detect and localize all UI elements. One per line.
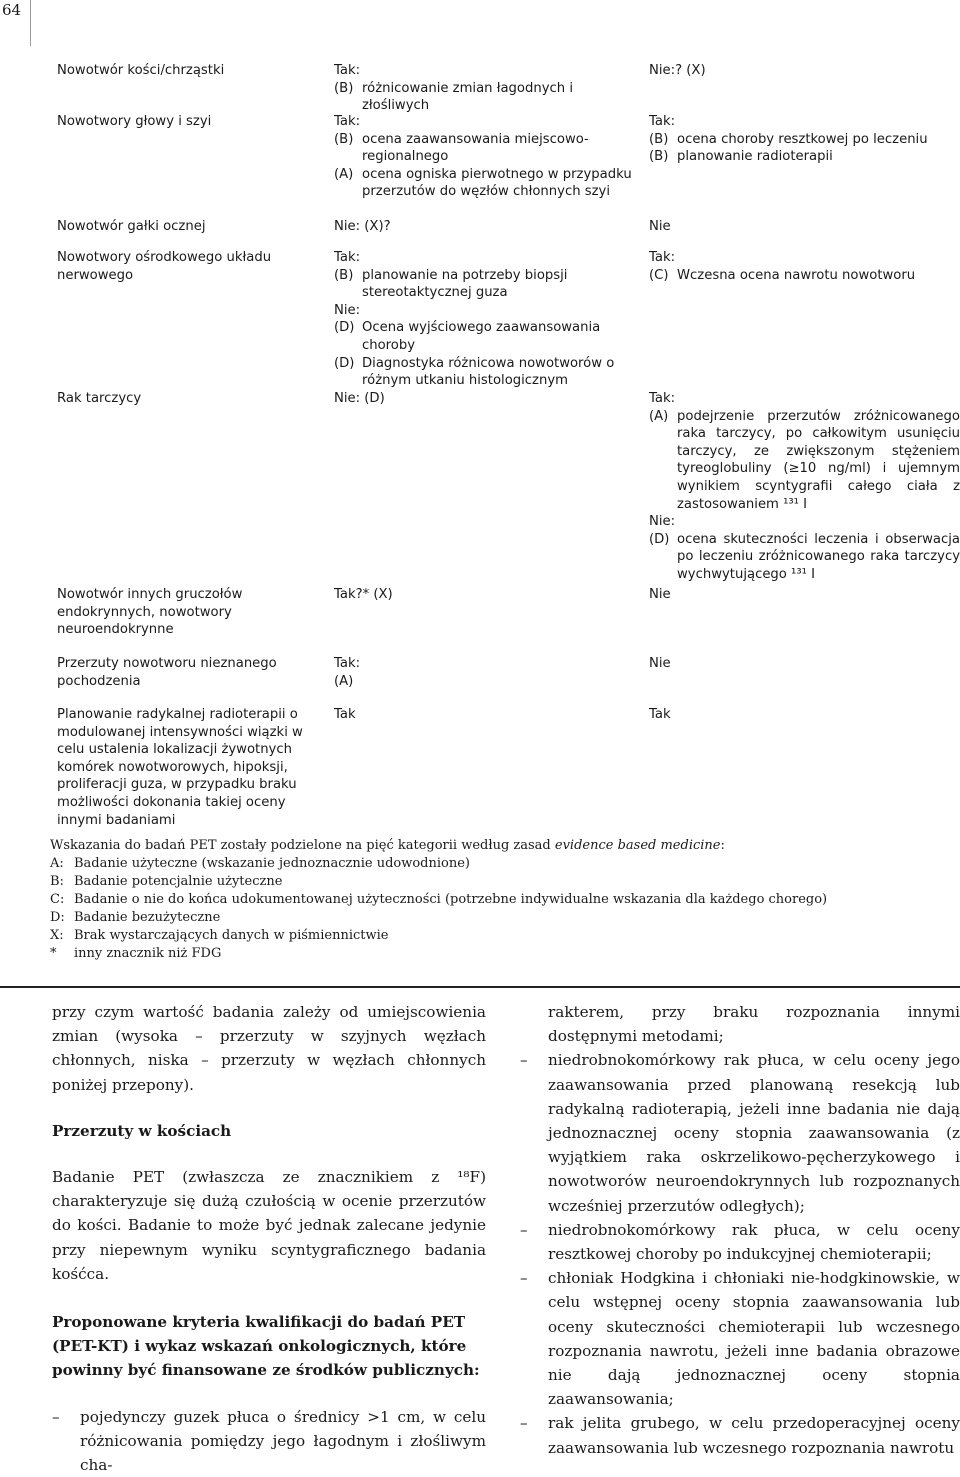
evidence-code: (B) — [334, 80, 354, 96]
cell-entry — [334, 131, 639, 166]
list-item — [520, 1266, 960, 1411]
baseline-assessment-cell — [334, 62, 639, 115]
list-text: rak jelita grubego, w celu przedoperacyjnej oceny zaawansowania lub wczesnego rozpoznania nawrotu — [548, 1414, 960, 1457]
paragraph: Badanie PET (zwłaszcza ze znacznikiem z ¹⁸F) charakteryzuje się dużą czułością w ocenie przerzutów do kości. Badanie to może być jednak zalecane jedynie przy niepewnym wyniku scyntygraficznego badania kośćca. — [52, 1168, 486, 1283]
legend-key: D: — [50, 910, 65, 925]
list-dash: – — [520, 1414, 528, 1433]
cell-entry — [334, 355, 639, 390]
legend-key: C: — [50, 892, 65, 907]
condition-name: Nowotwór innych gruczołów endokrynnych, nowotwory neuroendokrynne — [57, 587, 243, 638]
evidence-code: (B) — [649, 149, 669, 165]
legend-text: Badanie o nie do końca udokumentowanej użyteczności (potrzebne indywidualne wskazania dla każdego chorego) — [74, 892, 828, 907]
paragraph: rakterem, przy braku rozpoznania innymi dostępnymi metodami; — [548, 1003, 960, 1046]
evidence-code: (B) — [334, 267, 354, 283]
cell-entry — [649, 131, 960, 149]
list-text: niedrobnokomórkowy rak płuca, w celu oceny jego zaawansowania przed planowaną resekcją lub radykalną radioterapią, jeżeli inne badania nie dają jednoznacznej oceny stopnia zaawansowania (z wyjątkiem raka oskrzelikowo-pęcherzykowego i nowotworów neuroendokrynnych lub rozpoznanych wcześniej przerzutów odległych); — [548, 1051, 960, 1215]
baseline-assessment-cell — [334, 655, 639, 690]
cell-label: Tak: — [649, 391, 676, 406]
evidence-code: (C) — [649, 267, 669, 283]
condition-name: Planowanie radykalnej radioterapii o modulowanej intensywności wiązki w celu ustalenia lokalizacji żywotnych komórek nowotworowych, hipoksji, proliferacji guza, w przypadku braku możliwości dokonania takiej oceny innymi badaniami — [57, 707, 303, 828]
entry-text: podejrzenie przerzutów zróżnicowanego raka tarczycy, po całkowitym usunięciu tarczycy, ze zwiększonym stężeniem tyreoglobuliny (≥10 ng/ml) i ujemnym wynikiem scyntygrafii całego ciała z zastosowaniem ¹³¹ I — [677, 408, 960, 512]
entry-text: Diagnostyka różnicowa nowotworów o różnym utkaniu histologicznym — [362, 355, 615, 389]
evidence-code: (B) — [649, 131, 669, 147]
legend-key: * — [50, 946, 57, 961]
legend-item — [50, 873, 950, 891]
baseline-assessment-cell — [334, 390, 639, 408]
cell-label: Tak: — [649, 250, 676, 265]
legend-text: Badanie użyteczne (wskazanie jednoznacznie udowodnione) — [74, 856, 470, 871]
cell-entry — [334, 80, 639, 115]
condition-name: Nowotwory ośrodkowego układu nerwowego — [57, 250, 272, 283]
legend-item — [50, 927, 950, 945]
body-column-right — [520, 1000, 960, 1460]
cell-label: Nie: — [649, 514, 676, 530]
evidence-code: (A) — [334, 166, 354, 182]
cell-label: Tak: — [649, 114, 676, 129]
cell-label: Nie:? (X) — [649, 63, 706, 78]
entry-text: ocena choroby resztkowej po leczeniu — [677, 131, 928, 147]
condition-name: Nowotwór gałki ocznej — [57, 219, 206, 234]
followup-assessment-cell — [649, 390, 960, 584]
list-dash: – — [52, 1407, 60, 1426]
baseline-assessment-cell — [334, 113, 639, 201]
paragraph: przy czym wartość badania zależy od umiejscowienia zmian (wysoka – przerzuty w szyjnych węzłach chłonnych, niska – przerzuty w węzłach chłonnych poniżej przepony). — [52, 1003, 486, 1094]
cell-label: (A) — [334, 673, 354, 689]
baseline-assessment-cell — [334, 586, 639, 604]
cell-label: Nie — [649, 587, 671, 602]
list-item — [520, 1048, 960, 1217]
cell-entry — [334, 166, 639, 201]
legend-key: B: — [50, 874, 64, 889]
legend-text: Brak wystarczających danych w piśmiennictwie — [74, 928, 389, 943]
page-number: 64 — [0, 0, 31, 46]
entry-text: ocena ogniska pierwotnego w przypadku przerzutów do węzłów chłonnych szyi — [362, 166, 632, 200]
evidence-code: (D) — [334, 320, 355, 336]
list-item: – pojedynczy guzek płuca o średnicy >1 cm, w celu różnicowania pomiędzy jego łagodnym i złośliwym cha- — [52, 1405, 486, 1477]
cell-label: Tak: — [334, 114, 361, 129]
cell-label: Tak?* (X) — [334, 587, 393, 602]
legend-text: inny znacznik niż FDG — [74, 946, 222, 961]
cell-entry — [334, 319, 639, 354]
legend-item — [50, 891, 950, 909]
legend — [50, 837, 950, 963]
followup-assessment-cell — [649, 706, 960, 724]
cell-entry — [649, 408, 960, 514]
section-heading: Przerzuty w kościach — [52, 1121, 232, 1140]
entry-text: różnicowanie zmian łagodnych i złośliwych — [362, 80, 573, 114]
entry-text: ocena skuteczności leczenia i obserwacja po leczeniu zróżnicowanego raka tarczycy wychwytującego ¹³¹ I — [677, 531, 960, 582]
list-dash: – — [520, 1051, 528, 1070]
cell-label: Nie: (D) — [334, 391, 385, 406]
followup-assessment-cell — [649, 586, 960, 604]
cell-label: Tak: — [334, 250, 361, 265]
condition-name: Rak tarczycy — [57, 391, 142, 406]
legend-key: A: — [50, 856, 64, 871]
followup-assessment-cell — [649, 655, 960, 673]
cell-label: Nie — [649, 219, 671, 234]
evidence-code: (D) — [649, 531, 670, 547]
evidence-code: (B) — [334, 131, 354, 147]
legend-item — [50, 855, 950, 873]
legend-text: Badanie bezużyteczne — [74, 910, 221, 925]
body-column-left — [52, 1000, 486, 1477]
cell-label: Nie: — [334, 302, 361, 318]
section-heading: Proponowane kryteria kwalifikacji do badań PET (PET-KT) i wykaz wskazań onkologicznych, które powinny być finansowane ze środków publicznych: — [52, 1313, 480, 1380]
list-dash: – — [520, 1220, 528, 1239]
followup-assessment-cell — [649, 62, 960, 80]
condition-name: Przerzuty nowotworu nieznanego pochodzenia — [57, 656, 277, 689]
cell-entry — [649, 148, 960, 166]
evidence-code: (D) — [334, 355, 355, 371]
entry-text: Ocena wyjściowego zaawansowania choroby — [362, 320, 601, 353]
baseline-assessment-cell — [334, 706, 639, 724]
entry-text: Wczesna ocena nawrotu nowotworu — [677, 267, 916, 283]
legend-item — [50, 945, 950, 963]
entry-text: ocena zaawansowania miejscowo-regionalnego — [362, 131, 589, 165]
list-dash: – — [520, 1269, 528, 1288]
legend-key: X: — [50, 928, 64, 943]
legend-intro: Wskazania do badań PET zostały podzielone na pięć kategorii według zasad evidence based medicine: — [50, 838, 725, 853]
followup-assessment-cell — [649, 218, 960, 236]
cell-label: Nie: (X)? — [334, 219, 391, 234]
entry-text: planowanie radioterapii — [677, 149, 833, 165]
cell-label: Tak: — [334, 656, 361, 671]
cell-label: Tak — [334, 707, 356, 722]
legend-item — [50, 909, 950, 927]
cell-label: Tak — [649, 707, 671, 722]
cell-entry — [334, 267, 639, 302]
condition-name: Nowotwór kości/chrząstki — [57, 63, 225, 78]
evidence-code: (A) — [649, 408, 669, 424]
entry-text: planowanie na potrzeby biopsji stereotaktycznej guza — [362, 267, 568, 301]
followup-assessment-cell — [649, 249, 960, 284]
list-item — [520, 1218, 960, 1266]
list-text: chłoniak Hodgkina i chłoniaki nie-hodgkinowskie, w celu wstępnej oceny stopnia zaawansowania lub oceny skuteczności chemioterapii lub wczesnego rozpoznania nawrotu, jeżeli inne badania obrazowe nie dają jednoznacznej oceny stopnia zaawansowania; — [548, 1269, 960, 1409]
baseline-assessment-cell — [334, 218, 639, 236]
cell-label: Nie — [649, 656, 671, 671]
cell-entry — [649, 531, 960, 584]
legend-text: Badanie potencjalnie użyteczne — [74, 874, 283, 889]
condition-name: Nowotwory głowy i szyi — [57, 114, 212, 129]
section-divider — [0, 986, 960, 988]
cell-label: Tak: — [334, 63, 361, 78]
followup-assessment-cell — [649, 113, 960, 166]
cell-entry — [649, 267, 960, 285]
list-item — [520, 1411, 960, 1459]
baseline-assessment-cell — [334, 249, 639, 390]
list-text: niedrobnokomórkowy rak płuca, w celu oceny resztkowej choroby po indukcyjnej chemioterapii; — [548, 1220, 960, 1264]
